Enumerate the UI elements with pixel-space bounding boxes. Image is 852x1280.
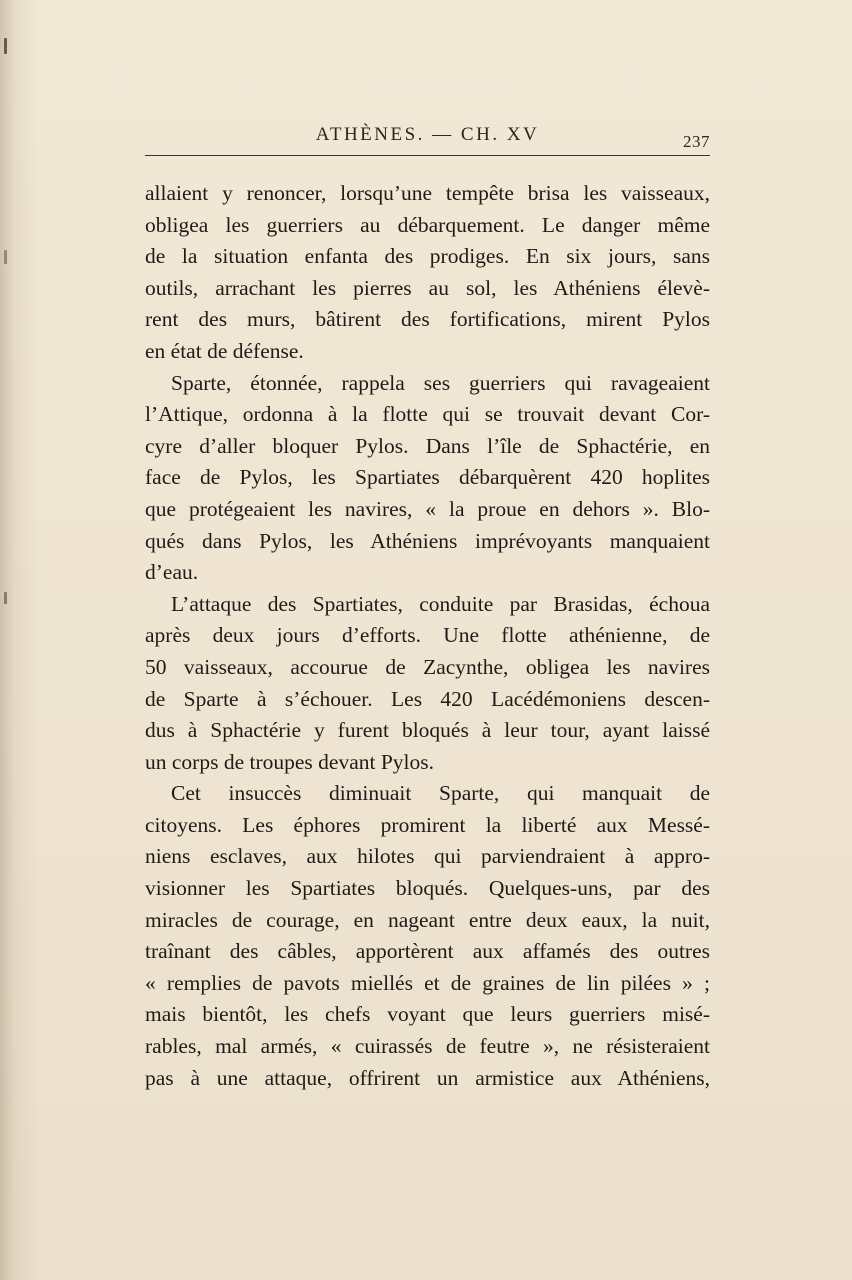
body-text — [145, 178, 710, 1094]
text-line: qués dans Pylos, les Athéniens imprévoyants manquaient — [145, 528, 710, 553]
text-line: d’eau. — [145, 560, 199, 585]
text-line: de Sparte à s’échouer. Les 420 Lacédémoniens descen- — [145, 686, 710, 711]
page-number: 237 — [683, 132, 710, 151]
text-line: miracles de courage, en nageant entre deux eaux, la nuit, — [145, 907, 710, 932]
text-line: en état de défense. — [145, 338, 304, 363]
text-line: de la situation enfanta des prodiges. En six jours, sans — [145, 244, 710, 269]
text-line: visionner les Spartiates bloqués. Quelques-uns, par des — [145, 876, 710, 901]
text-line: Cet insuccès diminuait Sparte, qui manquait de — [171, 781, 710, 806]
paragraph-4 — [145, 778, 710, 1094]
margin-mark — [4, 592, 7, 604]
running-head — [145, 122, 710, 156]
running-head-title: ATHÈNES. — CH. XV — [315, 124, 540, 145]
text-line: dus à Sphactérie y furent bloqués à leur tour, ayant laissé — [145, 718, 710, 743]
text-line: un corps de troupes devant Pylos. — [145, 749, 435, 774]
text-line: l’Attique, ordonna à la flotte qui se trouvait devant Cor- — [145, 402, 710, 427]
text-line: niens esclaves, aux hilotes qui parviendraient à appro- — [145, 844, 710, 869]
text-line: après deux jours d’efforts. Une flotte athénienne, de — [145, 623, 710, 648]
text-line: obligea les guerriers au débarquement. Le danger même — [145, 212, 710, 237]
text-line: L’attaque des Spartiates, conduite par Brasidas, échoua — [171, 591, 710, 616]
text-line: pas à une attaque, offrirent un armistice aux Athéniens, — [145, 1065, 710, 1090]
text-line: face de Pylos, les Spartiates débarquèrent 420 hoplites — [145, 465, 710, 490]
text-line: « remplies de pavots miellés et de graines de lin pilées » ; — [145, 970, 710, 995]
text-line: 50 vaisseaux, accourue de Zacynthe, obligea les navires — [145, 654, 710, 679]
text-line: traînant des câbles, apportèrent aux affamés des outres — [145, 939, 710, 964]
text-line: Sparte, étonnée, rappela ses guerriers qui ravageaient — [171, 370, 710, 395]
text-line: cyre d’aller bloquer Pylos. Dans l’île de Sphactérie, en — [145, 433, 710, 458]
text-line: mais bientôt, les chefs voyant que leurs guerriers misé- — [145, 1002, 710, 1027]
text-line: citoyens. Les éphores promirent la liberté aux Messé- — [145, 812, 710, 837]
text-line: outils, arrachant les pierres au sol, les Athéniens élevè- — [145, 275, 710, 300]
margin-mark — [4, 250, 7, 264]
paragraph-1 — [145, 178, 710, 368]
text-line: rent des murs, bâtirent des fortifications, mirent Pylos — [145, 307, 710, 332]
header-rule — [145, 155, 710, 156]
text-line: allaient y renoncer, lorsqu’une tempête brisa les vaisseaux, — [145, 181, 710, 205]
text-line: que protégeaient les navires, « la proue en dehors ». Blo- — [145, 496, 710, 521]
margin-mark — [4, 38, 7, 54]
text-line: rables, mal armés, « cuirassés de feutre », ne résisteraient — [145, 1034, 710, 1059]
paragraph-2 — [145, 368, 710, 589]
paragraph-3 — [145, 589, 710, 779]
